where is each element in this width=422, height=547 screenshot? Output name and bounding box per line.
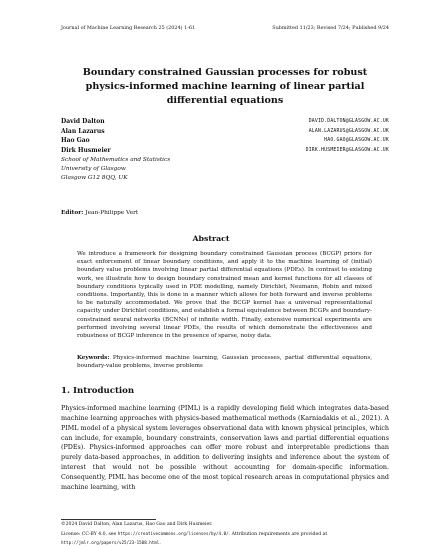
keywords bbox=[77, 354, 372, 370]
author-name: Alan Lazarus bbox=[61, 127, 105, 135]
footnote-rule bbox=[61, 519, 156, 520]
affiliation-line: Glasgow G12 8QQ, UK bbox=[61, 175, 128, 182]
author-email[interactable]: DAVID.DALTON@GLASGOW.AC.UK bbox=[308, 119, 389, 124]
license-prefix: License: CC-BY 4.0, see bbox=[61, 532, 117, 538]
affiliation-line: School of Mathematics and Statistics bbox=[61, 156, 171, 163]
keywords-label: Keywords: bbox=[77, 355, 110, 361]
affiliation-line: University of Glasgow bbox=[61, 165, 126, 172]
section-heading: 1. Introduction bbox=[61, 386, 135, 396]
license-suffix: . Attribution requirements are provided at bbox=[228, 532, 328, 538]
copyright-line: ©2024 David Dalton, Alan Lazarus, Hao Gao and Dirk Husmeier. bbox=[61, 522, 213, 527]
author-row bbox=[61, 136, 389, 146]
editor-line bbox=[61, 210, 138, 216]
introduction-text: Physics-informed machine learning (PIML) is a rapidly developing field which integrates data-based machine learning approaches with physics-based mathematical methods (Karniadakis et al., 2021). A PIML model of a physical system leverages observational data with known physical principles, which can include, for example, boundary constraints, conservation laws and partial differential equations (PDEs). Physics-informed approaches can offer more robust and interpretable predictions than purely data-based approaches, in addition to delivering insights and inference about the system of interest that would not be possible without accounting for domain-specific information. Consequently, PIML has become one of the most topical research areas in computational physics and machine learning, with bbox=[61, 405, 389, 491]
affiliation bbox=[61, 156, 389, 184]
title-line: differential equations bbox=[166, 94, 284, 106]
attribution-link[interactable]: http://jmlr.org/papers/v25/23-1508.html bbox=[61, 539, 160, 545]
license-link[interactable]: https://creativecommons.org/licenses/by/4.0/ bbox=[117, 531, 229, 537]
author-name: Hao Gao bbox=[61, 137, 90, 145]
paper-title bbox=[61, 66, 389, 107]
author-email[interactable]: HAO.GAO@GLASGOW.AC.UK bbox=[324, 138, 389, 144]
author-row bbox=[61, 117, 389, 127]
abstract-heading: Abstract bbox=[192, 234, 230, 243]
editor-label: Editor: bbox=[61, 210, 84, 216]
license-line bbox=[61, 530, 391, 538]
attribution-suffix: . bbox=[159, 540, 161, 546]
author-block bbox=[61, 117, 389, 183]
author-name: David Dalton bbox=[61, 118, 105, 125]
footer-notes bbox=[61, 521, 391, 547]
journal-citation: Journal of Machine Learning Research 25 (2024) 1-61 bbox=[61, 25, 196, 31]
author-email[interactable]: ALAN.LAZARUS@GLASGOW.AC.UK bbox=[308, 128, 389, 134]
abstract-text: We introduce a framework for designing boundary constrained Gaussian process (BCGP) priors for exact enforcement of linear boundary conditions, and apply it to the machine learning of (initial) boundary value problems involving linear partial differential equations (PDEs). In contrast to existing work, we illustrate how to design boundary constrained mean and kernel functions for all classes of boundary conditions typically used in PDE modelling, namely Dirichlet, Neumann, Robin and mixed conditions. Importantly, this is done in a manner which allows for both forward and inverse problems to be naturally accommodated. We prove that the BCGP kernel has a universal representational capacity under Dirichlet conditions, and establish a formal equivalence between BCGPs and boundary-constrained neural networks (BCNNs) of infinite width. Finally, extensive numerical experiments are performed involving several linear PDEs, the results of which demonstrate the effectiveness and robustness of BCGP inference in the presence of sparse, noisy data. bbox=[77, 251, 372, 340]
keywords-text: Physics-informed machine learning, Gaussian processes, partial differential equations, boundary-value problems, inverse problems bbox=[77, 355, 373, 370]
title-line: Boundary constrained Gaussian processes for robust bbox=[82, 67, 368, 78]
author-name: Dirk Husmeier bbox=[61, 147, 111, 155]
author-row bbox=[61, 127, 389, 137]
author-email[interactable]: DIRK.HUSMEIER@GLASGOW.AC.UK bbox=[305, 148, 389, 154]
title-line: physics-informed machine learning of linear partial bbox=[85, 80, 365, 92]
submission-dates: Submitted 11/23; Revised 7/24; Published 9/24 bbox=[272, 25, 389, 31]
running-header bbox=[61, 25, 389, 31]
author-row bbox=[61, 146, 389, 156]
editor-name: Jean-Philippe Vert bbox=[85, 210, 139, 216]
